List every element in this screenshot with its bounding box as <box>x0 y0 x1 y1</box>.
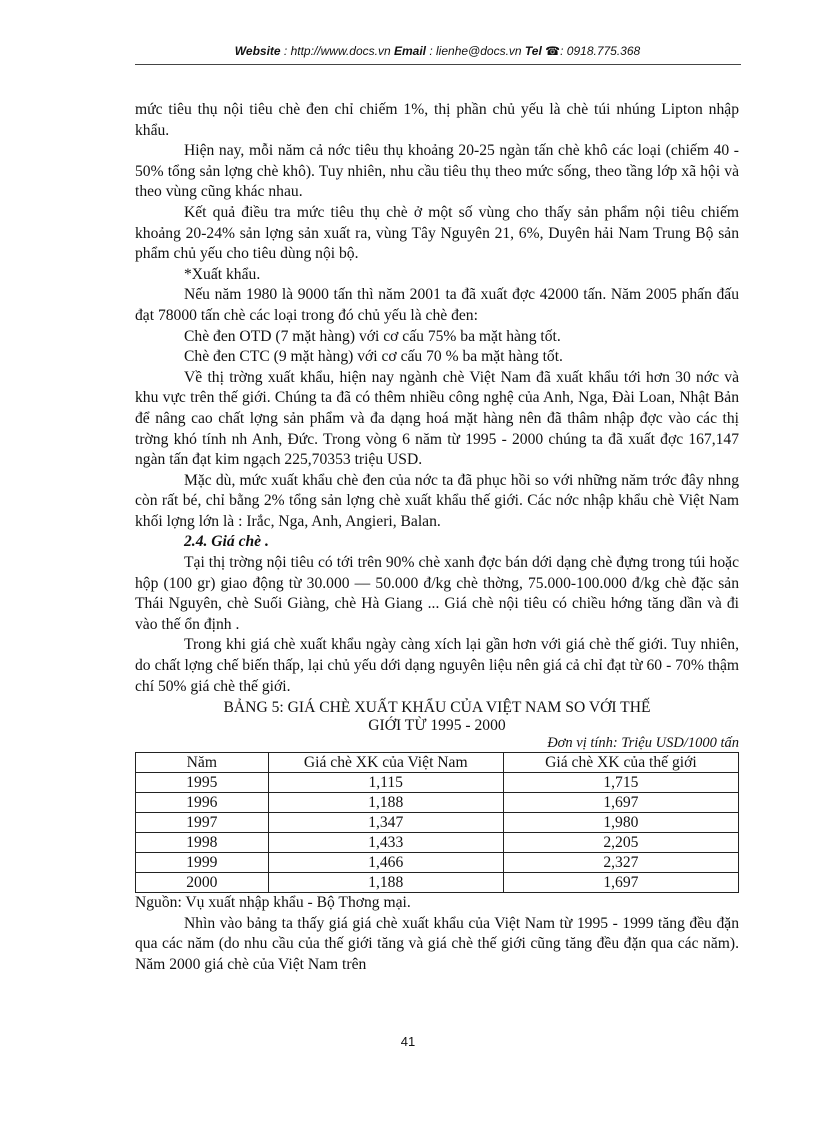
column-header-vn-price: Giá chè XK của Việt Nam <box>268 753 503 773</box>
table-cell: 1997 <box>136 813 269 833</box>
paragraph: Nhìn vào bảng ta thấy giá giá chè xuất khẩu của Việt Nam từ 1995 - 1999 tăng đều đặn qua các năm (do nhu cầu của thế giới tăng và giá chè thế giới cũng tăng đều đặn qua các năm). Năm 2000 giá chè của Việt Nam trên <box>135 914 739 973</box>
paragraph: mức tiêu thụ nội tiêu chè đen chỉ chiếm 1%, thị phần chủ yếu là chè túi nhúng Lipton nhập khẩu. <box>135 101 739 139</box>
paragraph: Chè đen CTC (9 mặt hàng) với cơ cấu 70 % ba mặt hàng tốt. <box>184 348 563 366</box>
table-cell: 1,697 <box>503 793 738 813</box>
phone-icon: ☎ <box>545 44 561 58</box>
document-body <box>135 100 739 976</box>
page-header <box>135 44 740 58</box>
table-cell: 1,115 <box>268 773 503 793</box>
table-cell: 1,433 <box>268 833 503 853</box>
table-cell: 1,980 <box>503 813 738 833</box>
price-table <box>135 752 739 893</box>
email-address[interactable]: : lienhe@docs.vn <box>429 44 522 58</box>
table-unit: Đơn vị tính: Triệu USD/1000 tấn <box>547 735 739 752</box>
paragraph: Nếu năm 1980 là 9000 tấn thì năm 2001 ta đã xuất đợc 42000 tấn. Năm 2005 phấn đấu đạt 78000 tấn chè các loại trong đó chủ yếu là chè đen: <box>135 286 739 324</box>
paragraph: Chè đen OTD (7 mặt hàng) với cơ cấu 75% ba mặt hàng tốt. <box>184 327 561 345</box>
table-cell: 1,188 <box>268 793 503 813</box>
table-cell: 2,205 <box>503 833 738 853</box>
website-label: Website <box>234 44 281 58</box>
table-row <box>136 773 739 793</box>
table-row <box>136 793 739 813</box>
table-cell: 1,715 <box>503 773 738 793</box>
tel-number: : 0918.775.368 <box>560 44 641 58</box>
page-number: 41 <box>400 1034 416 1049</box>
table-row <box>136 813 739 833</box>
table-source: Nguồn: Vụ xuất nhập khẩu - Bộ Thơng mại. <box>135 894 411 912</box>
table-cell: 1,697 <box>503 873 738 893</box>
table-cell: 1995 <box>136 773 269 793</box>
table-cell: 1996 <box>136 793 269 813</box>
table-row <box>136 853 739 873</box>
table-title <box>135 699 739 735</box>
tel-label: Tel <box>524 44 542 58</box>
table-title-line2: GIỚI TỪ 1995 - 2000 <box>368 717 506 735</box>
paragraph: Trong khi giá chè xuất khẩu ngày càng xích lại gần hơn với giá chè thế giới. Tuy nhiên, do chất lợng chế biến thấp, lại chủ yếu dới dạng nguyên liệu nên giá cả chỉ đạt từ 60 - 70% thậm chí 50% giá chè thế giới. <box>135 636 739 695</box>
table-row <box>136 873 739 893</box>
table-cell: 1999 <box>136 853 269 873</box>
paragraph: Tại thị trờng nội tiêu có tới trên 90% chè xanh đợc bán dới dạng chè đựng trong túi hoặc hộp (100 gr) giao động từ 30.000 — 50.000 đ/kg chè thờng, 75.000-100.000 đ/kg chè đặc sản Thái Nguyên, chè Suối Giàng, chè Hà Giang ... Giá chè nội tiêu có chiều hớng tăng dần và đi vào thế ổn định . <box>135 554 739 633</box>
table-title-line1: BẢNG 5: GIÁ CHÈ XUẤT KHẨU CỦA VIỆT NAM SO VỚI THẾ <box>223 699 651 717</box>
table-cell: 2000 <box>136 873 269 893</box>
column-header-world-price: Giá chè XK của thế giới <box>503 753 738 773</box>
table-cell: 1998 <box>136 833 269 853</box>
table-cell: 1,188 <box>268 873 503 893</box>
paragraph: *Xuất khẩu. <box>184 265 261 283</box>
website-url[interactable]: : http://www.docs.vn <box>283 44 391 58</box>
paragraph: Hiện nay, mỗi năm cả nớc tiêu thụ khoảng 20-25 ngàn tấn chè khô các loại (chiếm 40 - 50% tổng sản lợng chè khô). Tuy nhiên, nhu cầu tiêu thụ theo mức sống, theo tầng lớp xã hội và theo vùng cũng khác nhau. <box>135 142 739 201</box>
header-divider <box>135 64 741 65</box>
paragraph: Kết quả điều tra mức tiêu thụ chè ở một số vùng cho thấy sản phẩm nội tiêu chiếm khoảng 20-24% sản lợng sản xuất ra, vùng Tây Nguyên 21, 6%, Duyên hải Nam Trung Bộ sản phẩm chủ yếu cho tiêu dùng nội bộ. <box>135 203 739 263</box>
email-label: Email <box>393 44 426 58</box>
section-heading: 2.4. Giá chè . <box>184 533 269 551</box>
table-header-row <box>136 753 739 773</box>
paragraph: Mặc dù, mức xuất khẩu chè đen của nớc ta đã phục hồi so với những năm trớc đây nhng còn rất bé, chỉ bằng 2% tổng sản lợng chè xuất khẩu thế giới. Các nớc nhập khẩu chè Việt Nam khối lợng lớn là : Irắc, Nga, Anh, Angieri, Balan. <box>135 471 739 530</box>
table-cell: 1,347 <box>268 813 503 833</box>
paragraph: Về thị trờng xuất khẩu, hiện nay ngành chè Việt Nam đã xuất khẩu tới hơn 30 nớc và khu vực trên thế giới. Chúng ta đã có thêm nhiều công nghệ của Anh, Nga, Đài Loan, Nhật Bản để nâng cao chất lợng sản phẩm và đa dạng hoá mặt hàng nên đã thâm nhập đợc vào các thị trờng khó tính nh Anh, Đức. Trong vòng 6 năm từ 1995 - 2000 chúng ta đã xuất đợc 167,147 ngàn tấn đạt kim ngạch 225,70353 triệu USD. <box>135 368 739 469</box>
column-header-year: Năm <box>136 753 269 773</box>
table-row <box>136 833 739 853</box>
table-cell: 2,327 <box>503 853 738 873</box>
table-cell: 1,466 <box>268 853 503 873</box>
